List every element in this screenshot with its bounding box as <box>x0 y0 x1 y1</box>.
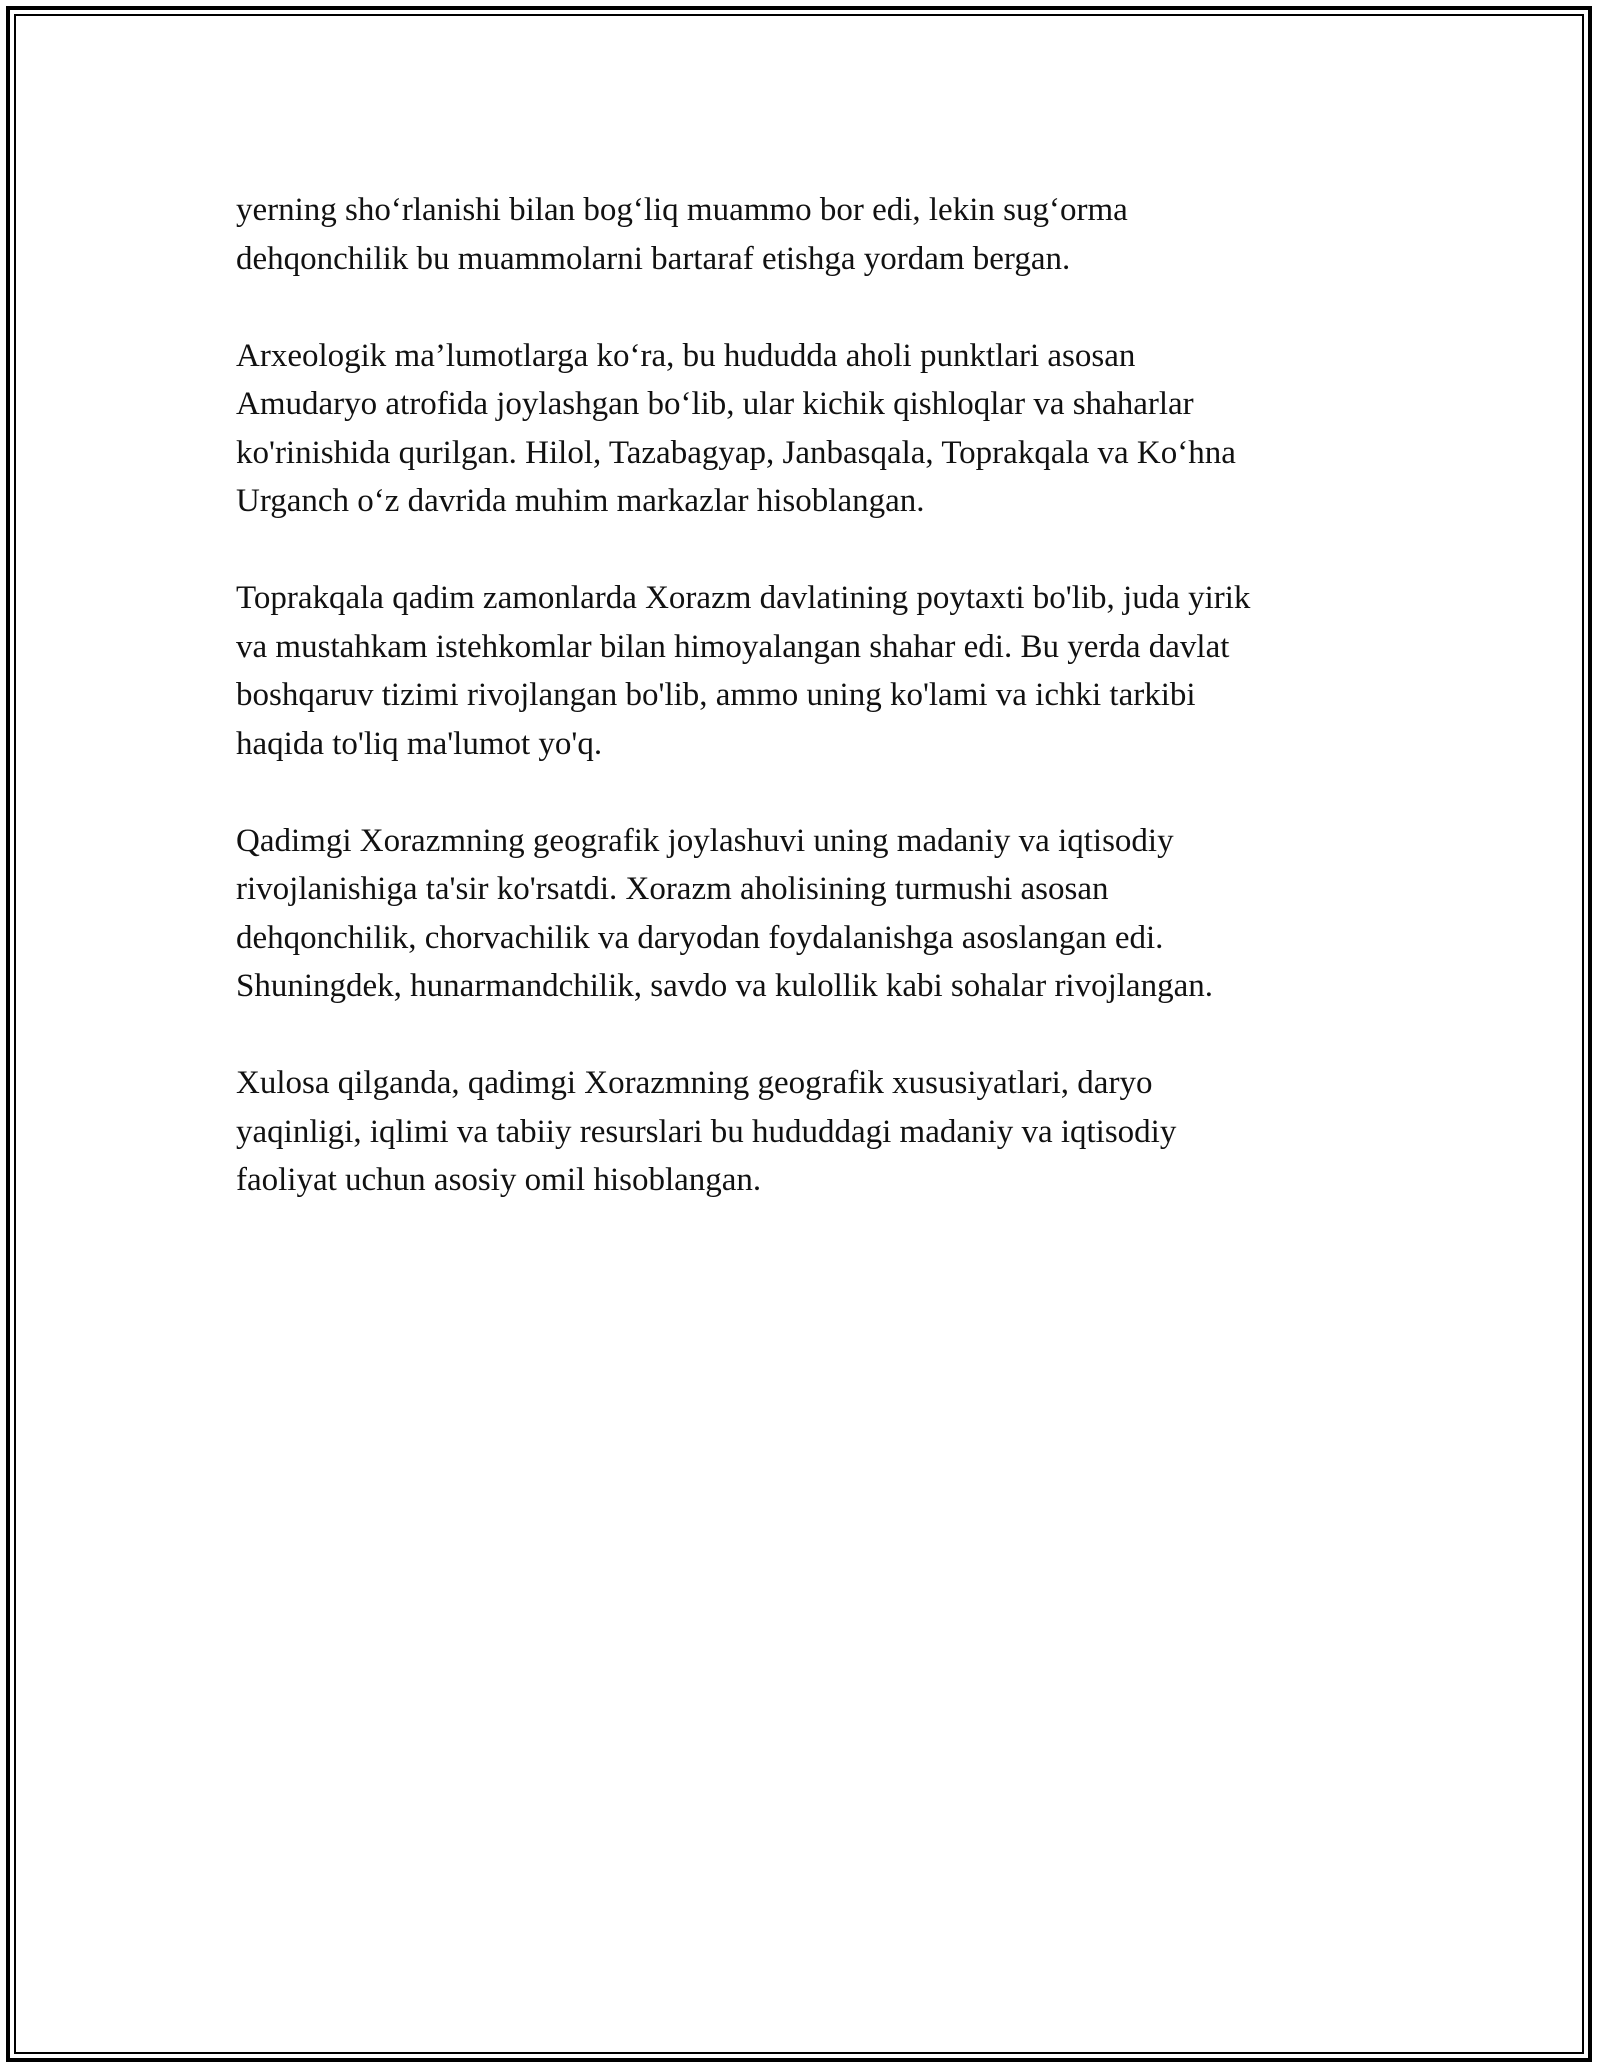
text-line: Arxeologik ma’lumotlarga ko‘ra, bu hududda aholi punktlari asosan <box>236 337 1136 374</box>
text-line: Xulosa qilganda, qadimgi Xorazmning geografik xususiyatlari, daryo <box>236 1065 1153 1101</box>
text-line: dehqonchilik, chorvachilik va daryodan foydalanishga asoslangan edi. <box>236 919 1164 956</box>
paragraph-4 <box>236 817 1386 1011</box>
text-line: Urganch o‘z davrida muhim markazlar hisoblangan. <box>236 483 925 519</box>
paragraph-5 <box>236 1059 1386 1205</box>
text-line: Shuningdek, hunarmandchilik, savdo va kulollik kabi sohalar rivojlangan. <box>236 968 1213 1004</box>
text-line: Toprakqala qadim zamonlarda Xorazm davlatining poytaxti bo'lib, juda yirik <box>236 580 1251 616</box>
paragraph-1 <box>236 186 1386 283</box>
text-line: Amudaryo atrofida joylashgan bo‘lib, ular kichik qishloqlar va shaharlar <box>236 386 1194 422</box>
text-line: dehqonchilik bu muammolarni bartaraf etishga yordam bergan. <box>236 240 1071 277</box>
text-line: Qadimgi Xorazmning geografik joylashuvi uning madaniy va iqtisodiy <box>236 822 1174 859</box>
text-line: rivojlanishiga ta'sir ko'rsatdi. Xorazm aholisining turmushi asosan <box>236 871 1109 907</box>
text-line: ko'rinishida qurilgan. Hilol, Tazabagyap, Janbasqala, Toprakqala va Ko‘hna <box>236 434 1236 471</box>
text-line: yerning sho‘rlanishi bilan bog‘liq muammo bor edi, lekin sug‘orma <box>236 192 1128 228</box>
text-line: haqida to'liq ma'lumot yo'q. <box>236 725 603 762</box>
text-line: va mustahkam istehkomlar bilan himoyalangan shahar edi. Bu yerda davlat <box>236 628 1230 665</box>
text-line: boshqaruv tizimi rivojlangan bo'lib, ammo uning ko'lami va ichki tarkibi <box>236 677 1196 713</box>
document-body <box>236 186 1386 1253</box>
paragraph-2 <box>236 332 1386 526</box>
text-line: faoliyat uchun asosiy omil hisoblangan. <box>236 1162 762 1198</box>
text-line: yaqinligi, iqlimi va tabiiy resurslari bu hududdagi madaniy va iqtisodiy <box>236 1113 1177 1150</box>
paragraph-3 <box>236 574 1386 768</box>
